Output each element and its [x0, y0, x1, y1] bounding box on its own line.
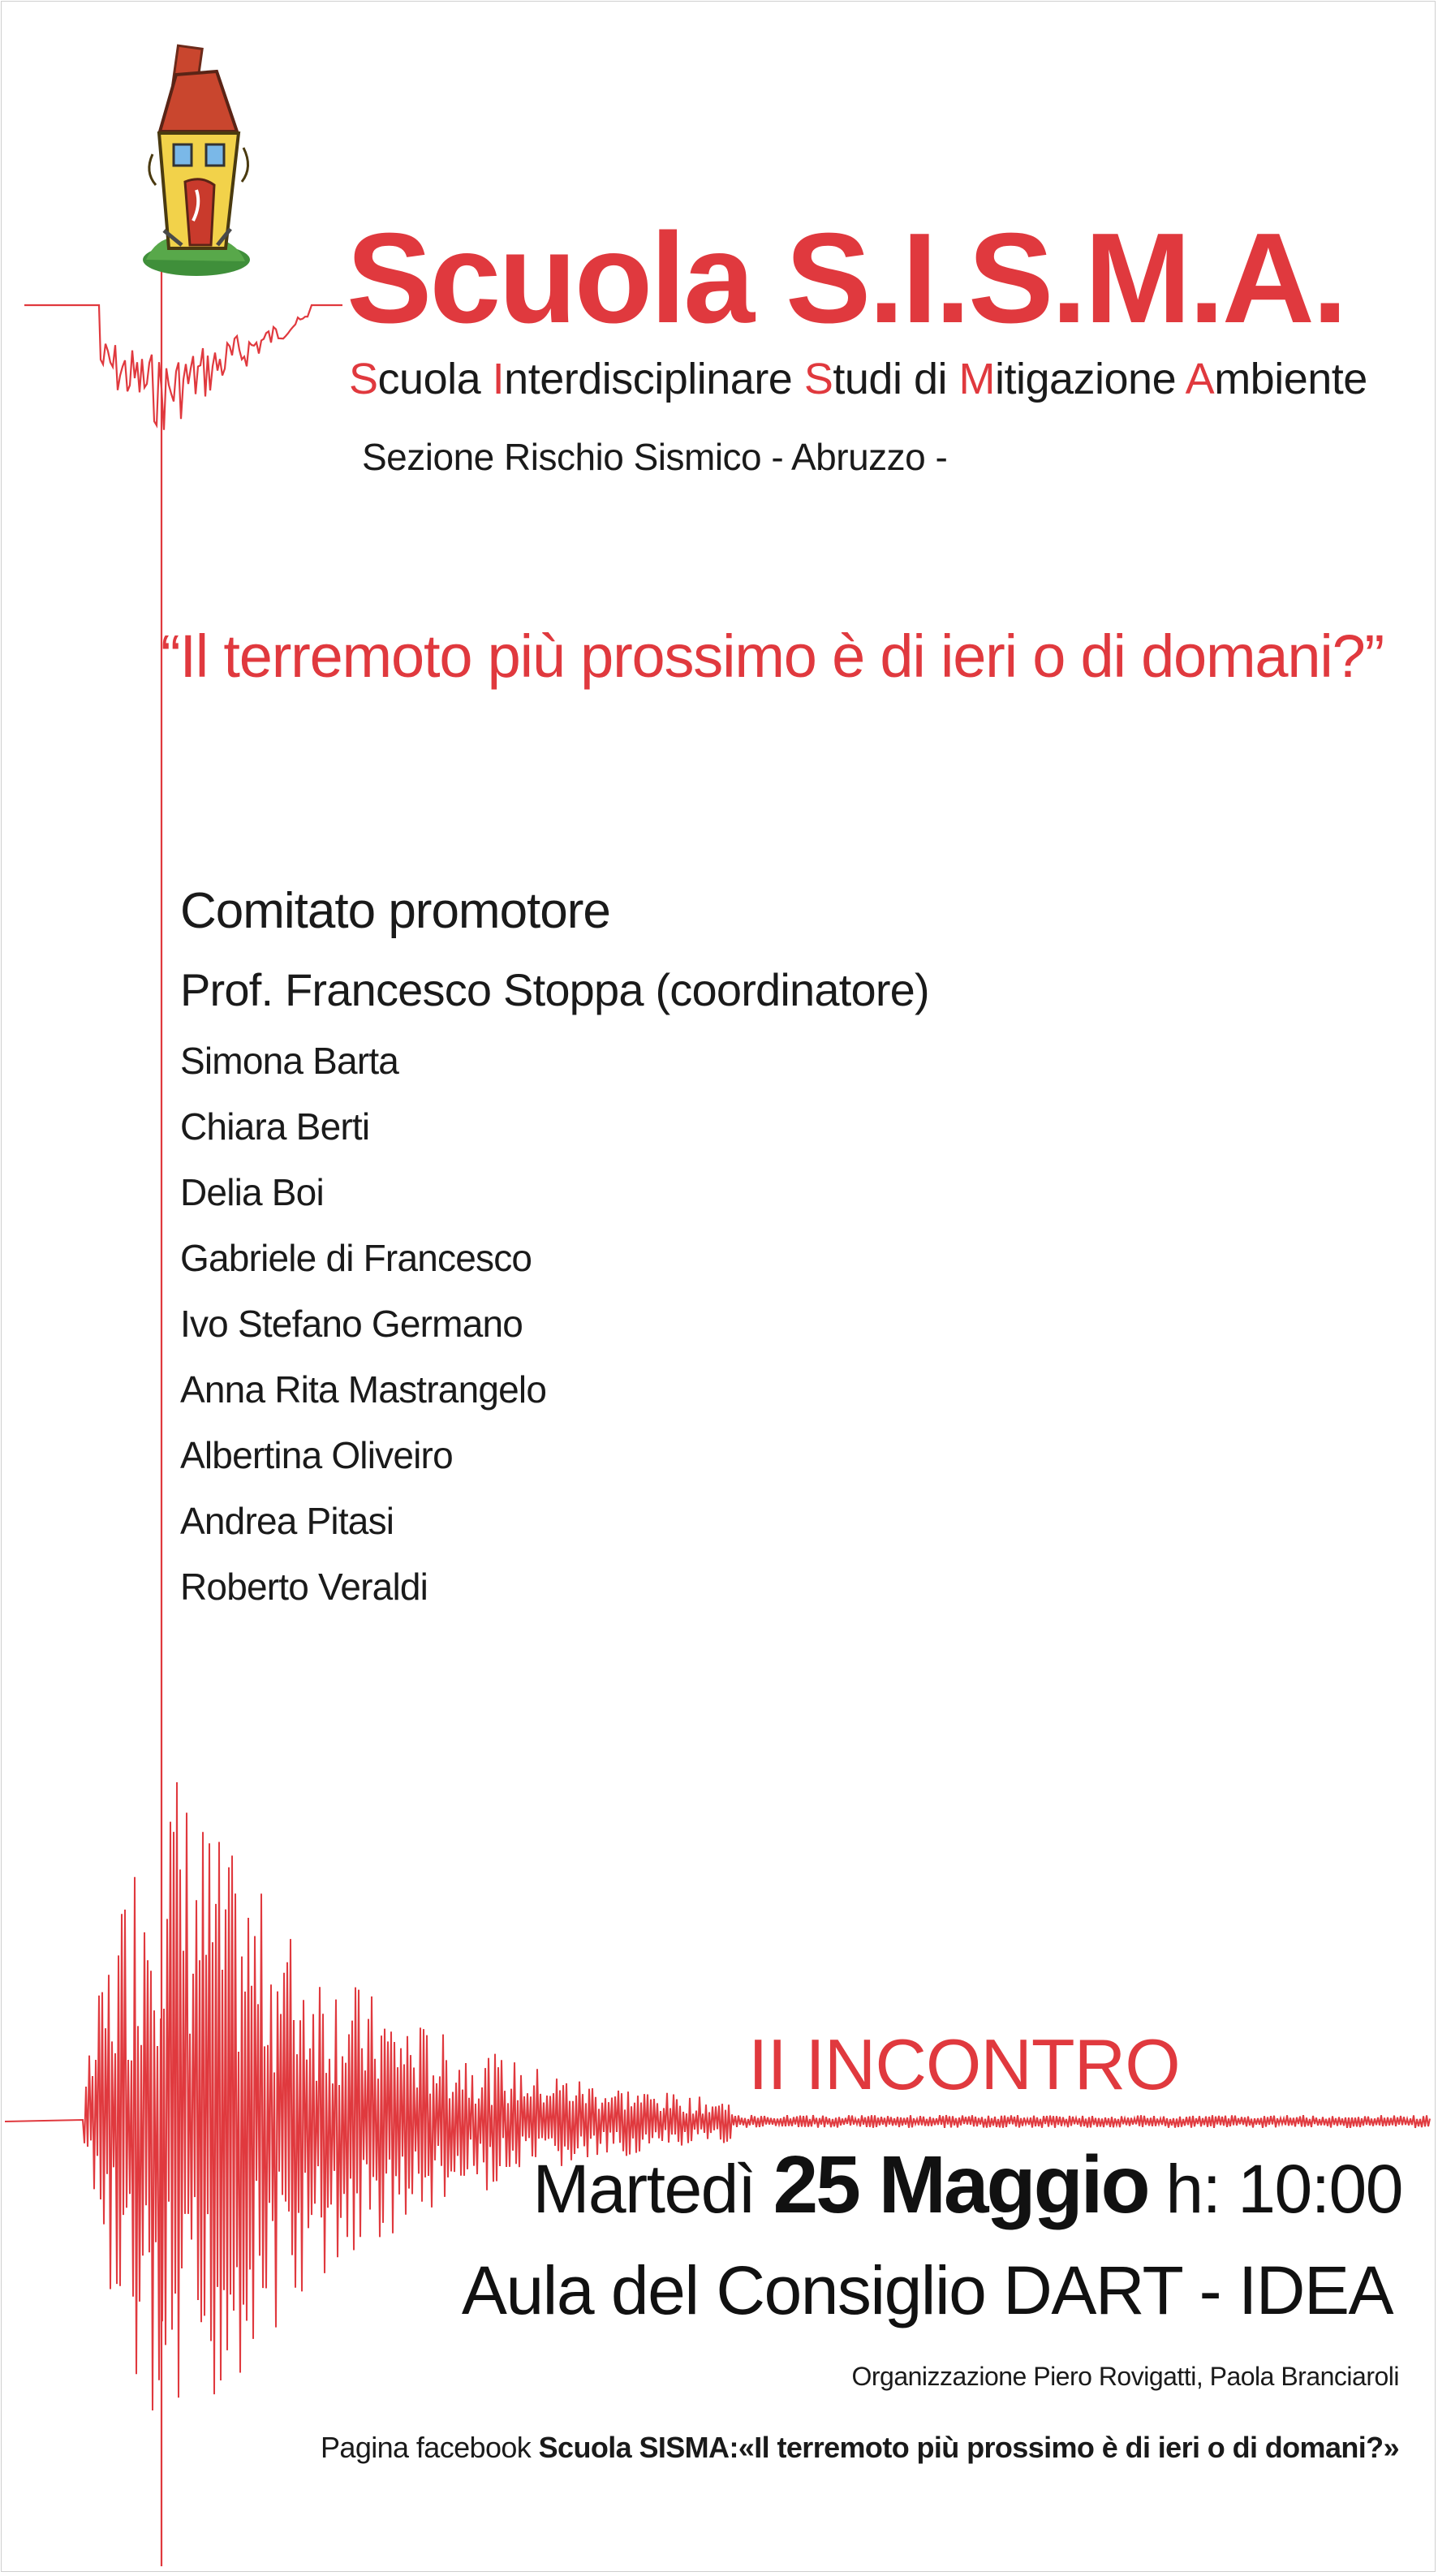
school-title: Scuola S.I.S.M.A. [347, 207, 1345, 350]
school-full-name [349, 357, 1367, 401]
event-venue: Aula del Consiglio DART - IDEA [461, 2252, 1393, 2328]
subtitle-initial: A [1185, 355, 1215, 403]
facebook-page-name: Scuola SISMA:«Il terremoto più prossimo è di ieri o di domani?» [538, 2431, 1399, 2464]
subtitle-word: mbiente [1214, 355, 1367, 403]
committee-member: Simona Barta [180, 1040, 399, 1082]
subtitle-initial: S [349, 355, 378, 403]
committee-member: Roberto Veraldi [180, 1566, 428, 1608]
subtitle-word: cuola [377, 355, 493, 403]
poster [1, 1, 1436, 2572]
event-time: h: 10:00 [1165, 2151, 1402, 2227]
section-name: Sezione Rischio Sismico - Abruzzo - [362, 436, 948, 478]
committee-member: Albertina Oliveiro [180, 1434, 453, 1476]
event-organizers: Organizzazione Piero Rovigatti, Paola Branciaroli [851, 2362, 1399, 2391]
house-logo-icon [143, 45, 250, 276]
committee-coordinator: Prof. Francesco Stoppa (coordinatore) [180, 964, 929, 1015]
committee-members-list [180, 1042, 546, 1634]
subtitle-word: nterdisciplinare [504, 355, 804, 403]
event-question: “Il terremoto più prossimo è di ieri o di domani?” [161, 622, 1384, 690]
subtitle-initial: I [492, 355, 505, 403]
committee-member: Andrea Pitasi [180, 1500, 394, 1542]
event-day: Martedì [532, 2151, 756, 2227]
subtitle-word: tudi di [833, 355, 959, 403]
event-datetime [532, 2139, 1402, 2230]
subtitle-initial: S [803, 355, 833, 403]
event-date: 25 Maggio [773, 2139, 1148, 2230]
committee-title: Comitato promotore [180, 883, 610, 939]
committee-member: Chiara Berti [180, 1105, 370, 1148]
top-seismogram-icon [24, 305, 342, 430]
facebook-page-line [321, 2433, 1399, 2462]
subtitle-initial: M [958, 355, 995, 403]
committee-member: Gabriele di Francesco [180, 1237, 532, 1279]
meeting-number: II INCONTRO [748, 2024, 1180, 2104]
facebook-prefix: Pagina facebook [320, 2431, 532, 2464]
committee-member: Delia Boi [180, 1171, 324, 1213]
committee-member: Anna Rita Mastrangelo [180, 1368, 547, 1411]
committee-member: Ivo Stefano Germano [180, 1303, 523, 1345]
subtitle-word: itigazione [994, 355, 1186, 403]
